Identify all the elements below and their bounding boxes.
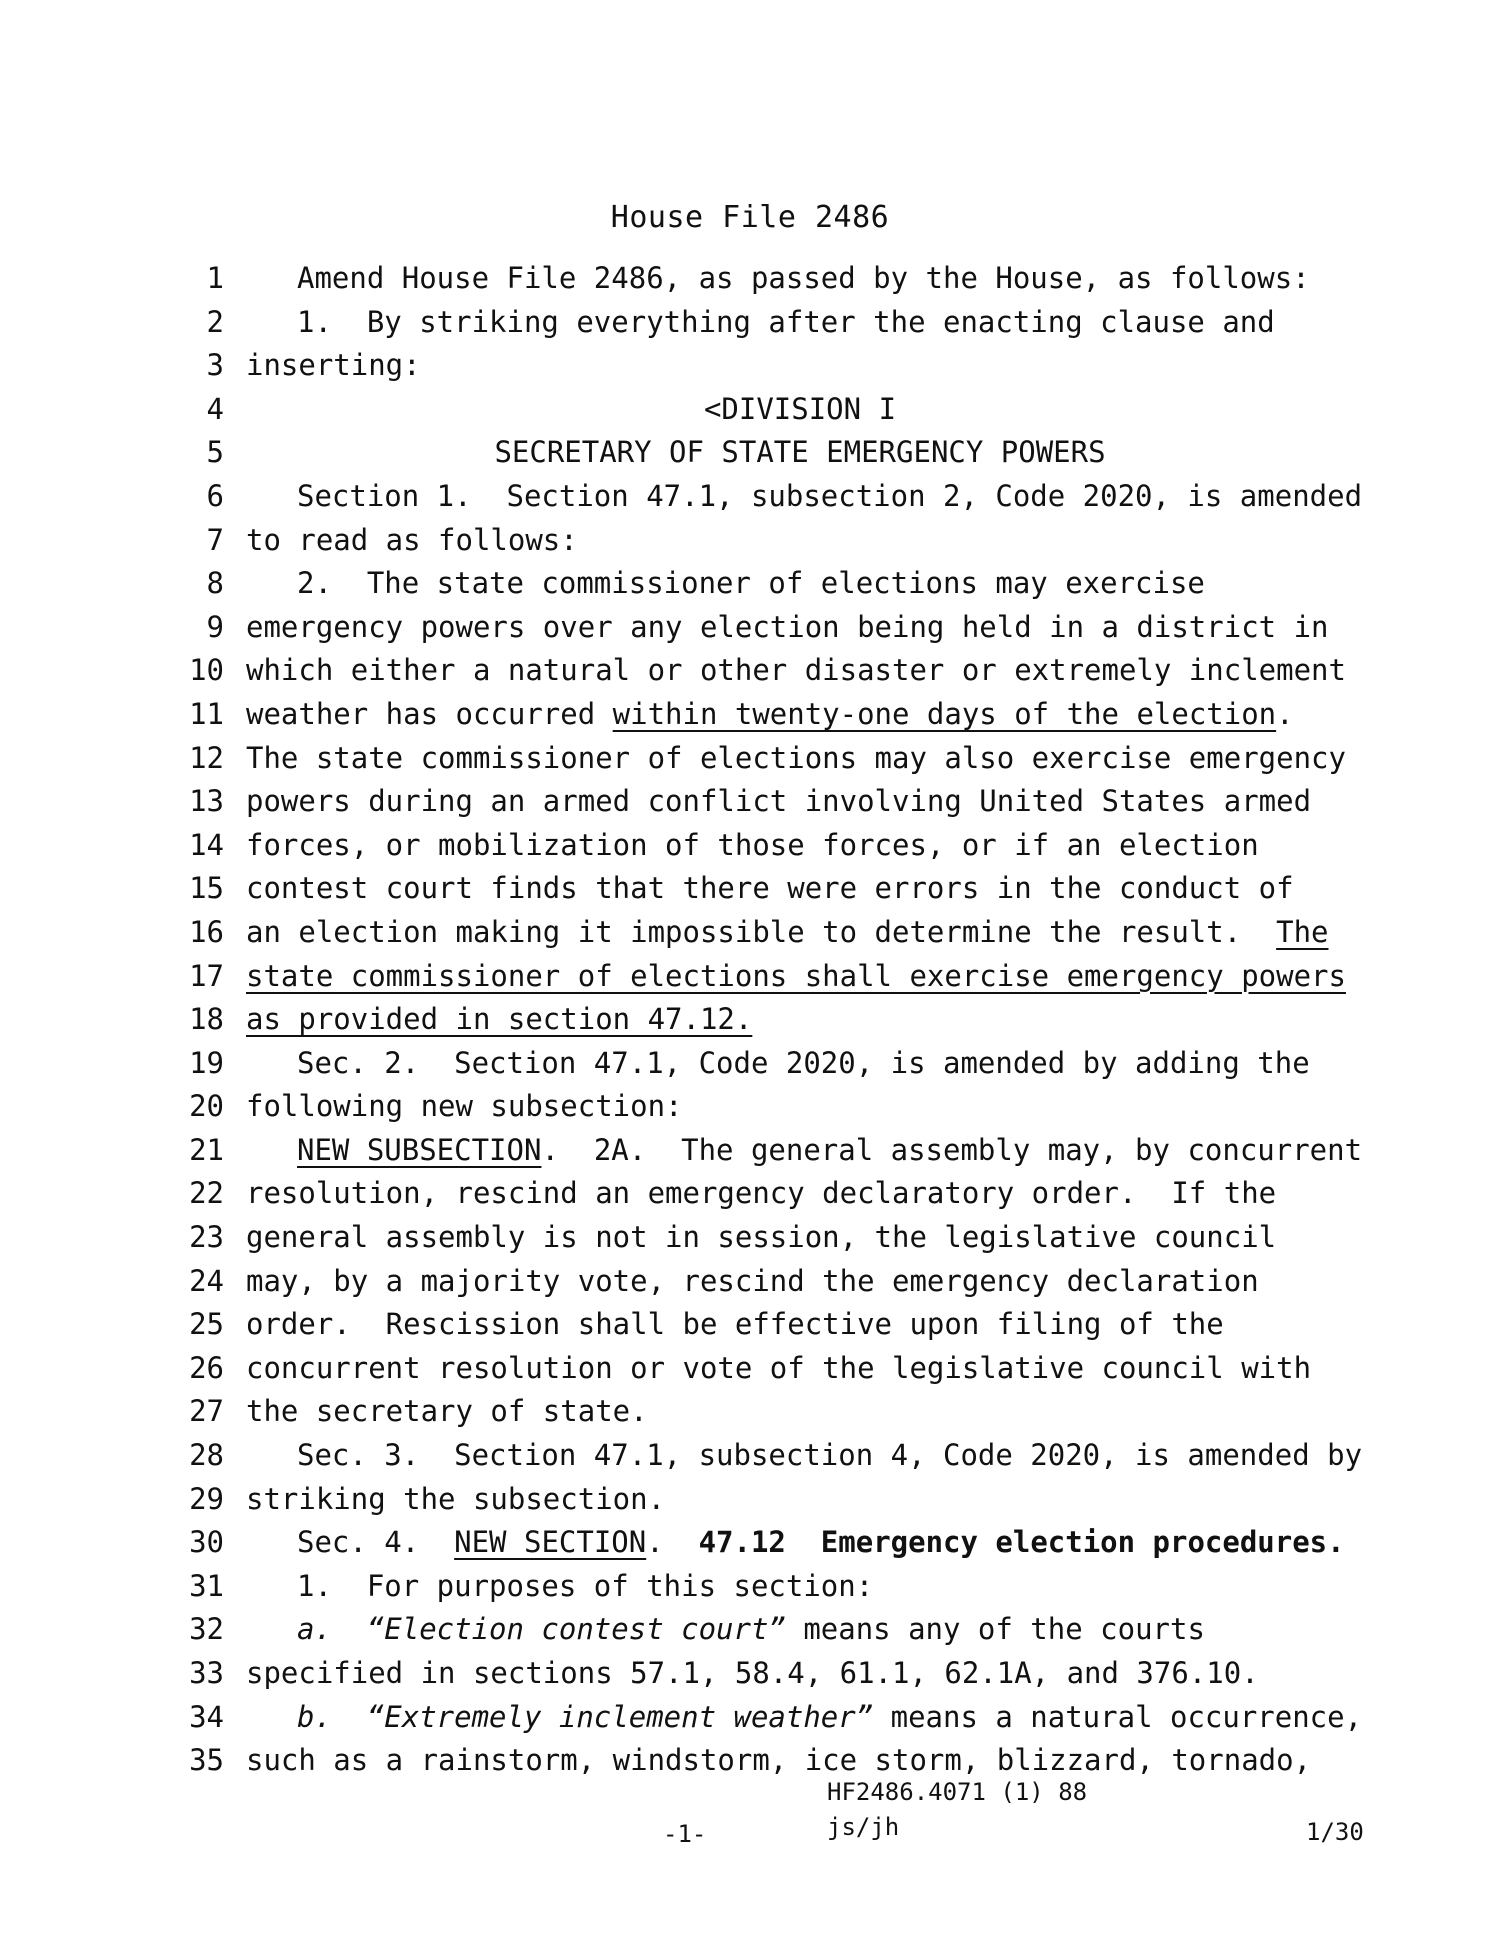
line-text xyxy=(246,1260,1259,1304)
text-line xyxy=(0,1652,1500,1696)
line-segment: such as a rainstorm, windstorm, ice storm, blizzard, tornado, xyxy=(246,1743,1312,1778)
text-line xyxy=(0,955,1500,999)
text-line xyxy=(0,1216,1500,1260)
line-text xyxy=(246,1478,665,1522)
line-text xyxy=(297,301,1275,345)
text-line xyxy=(0,737,1500,781)
line-number: 7 xyxy=(206,522,224,557)
line-text xyxy=(246,1303,1224,1347)
line-text xyxy=(297,257,1310,301)
line-number: 33 xyxy=(189,1656,224,1690)
line-number: 27 xyxy=(189,1394,224,1429)
line-segment: to read as follows: xyxy=(246,522,578,557)
line-number: 12 xyxy=(189,740,224,775)
text-line xyxy=(0,1347,1500,1391)
line-segment: following new subsection: xyxy=(246,1089,683,1124)
text-line xyxy=(0,606,1500,650)
line-segment: an election making it impossible to determine the result. xyxy=(246,914,1277,949)
text-line xyxy=(0,1129,1500,1173)
line-number: 15 xyxy=(189,871,224,906)
line-text xyxy=(297,1129,1362,1173)
line-text xyxy=(246,1172,1276,1216)
line-segment: order. Rescission shall be effective upon filing of the xyxy=(246,1307,1224,1342)
line-text xyxy=(0,388,1500,432)
line-text xyxy=(246,1739,1311,1783)
text-line xyxy=(0,649,1500,693)
line-number: 17 xyxy=(189,958,224,993)
line-text xyxy=(297,1565,873,1609)
line-number: 31 xyxy=(189,1568,224,1603)
line-segment: 2. The state commissioner of elections may exercise xyxy=(297,566,1205,601)
text-line xyxy=(0,780,1500,824)
line-number: 23 xyxy=(189,1220,224,1255)
line-text xyxy=(246,1085,683,1129)
line-text xyxy=(246,693,1294,737)
line-segment: the secretary of state. xyxy=(246,1394,648,1429)
line-segment: forces, or mobilization of those forces, or if an election xyxy=(246,827,1259,862)
line-text xyxy=(246,519,578,563)
line-segment: SECRETARY OF STATE EMERGENCY POWERS xyxy=(494,435,1106,470)
line-segment: 1. For purposes of this section: xyxy=(297,1568,874,1603)
text-line xyxy=(0,1696,1500,1740)
bill-text xyxy=(0,257,1500,1783)
line-text xyxy=(246,1390,648,1434)
line-number: 16 xyxy=(189,914,224,949)
text-line xyxy=(0,824,1500,868)
line-segment: general assembly is not in session, the legislative council xyxy=(246,1220,1277,1255)
text-line xyxy=(0,388,1500,432)
line-text xyxy=(246,1347,1311,1391)
line-text xyxy=(246,737,1346,781)
text-line xyxy=(0,1739,1500,1783)
line-segment: may, by a majority vote, rescind the emergency declaration xyxy=(246,1263,1259,1298)
text-line xyxy=(0,693,1500,737)
line-segment: The state commissioner of elections may also exercise emergency xyxy=(246,740,1346,775)
line-number: 4 xyxy=(206,391,224,426)
text-line xyxy=(0,1521,1500,1565)
line-segment: as provided in section 47.12. xyxy=(246,1002,753,1037)
line-segment: powers during an armed conflict involving United States armed xyxy=(246,784,1312,819)
document-title: House File 2486 xyxy=(610,200,890,235)
line-text xyxy=(297,1042,1310,1086)
line-segment: weather has occurred xyxy=(246,696,613,731)
text-line xyxy=(0,911,1500,955)
text-line xyxy=(0,998,1500,1042)
line-number: 35 xyxy=(189,1743,224,1778)
line-segment: Sec. 4. xyxy=(297,1525,455,1560)
text-line xyxy=(0,519,1500,563)
footer-page-marker: -1- xyxy=(663,1820,707,1848)
line-text xyxy=(246,780,1311,824)
line-segment: inserting: xyxy=(246,348,421,383)
line-text xyxy=(297,1608,1205,1652)
line-text xyxy=(246,955,1346,999)
line-segment: b. “Extremely inclement weather” xyxy=(297,1699,874,1734)
text-line xyxy=(0,344,1500,388)
line-text xyxy=(246,649,1346,693)
line-number: 8 xyxy=(206,566,224,601)
line-text xyxy=(246,867,1294,911)
line-number: 30 xyxy=(189,1525,224,1560)
line-number: 34 xyxy=(189,1699,224,1734)
line-segment: Sec. 3. Section 47.1, subsection 4, Code 2020, is amended by xyxy=(297,1438,1363,1473)
text-line xyxy=(0,431,1500,475)
text-line xyxy=(0,1303,1500,1347)
text-line xyxy=(0,1042,1500,1086)
line-segment: The xyxy=(1276,914,1329,949)
line-segment: emergency powers over any election being held in a district in xyxy=(246,609,1329,644)
line-segment: Section 1. Section 47.1, subsection 2, Code 2020, is amended xyxy=(297,478,1363,513)
line-segment: . 2A. The general assembly may, by concurrent xyxy=(541,1132,1363,1167)
line-number: 19 xyxy=(189,1045,224,1080)
line-segment: concurrent resolution or vote of the legislative council with xyxy=(246,1350,1312,1385)
line-number: 32 xyxy=(189,1612,224,1647)
text-line xyxy=(0,1565,1500,1609)
text-line xyxy=(0,1085,1500,1129)
line-number: 26 xyxy=(189,1350,224,1385)
line-number: 22 xyxy=(189,1176,224,1211)
line-number: 25 xyxy=(189,1307,224,1342)
line-segment: 47.12 Emergency election procedures. xyxy=(698,1525,1345,1560)
footer-document-code: HF2486.4071 (1) 88 xyxy=(827,1778,1088,1806)
line-segment: NEW SUBSECTION xyxy=(297,1132,542,1167)
line-text xyxy=(246,911,1329,955)
line-segment: striking the subsection. xyxy=(246,1481,666,1516)
line-segment: means a natural occurrence, xyxy=(873,1699,1363,1734)
text-line xyxy=(0,257,1500,301)
line-segment: which either a natural or other disaster or extremely inclement xyxy=(246,653,1346,688)
line-number: 20 xyxy=(189,1089,224,1124)
line-segment: specified in sections 57.1, 58.4, 61.1, 62.1A, and 376.10. xyxy=(246,1656,1259,1690)
line-segment: Sec. 2. Section 47.1, Code 2020, is amended by adding the xyxy=(297,1045,1310,1080)
line-segment: resolution, rescind an emergency declaratory order. If the xyxy=(246,1176,1277,1211)
line-number: 21 xyxy=(189,1132,224,1167)
line-segment: . xyxy=(646,1525,699,1560)
line-text xyxy=(297,1696,1362,1740)
line-segment: contest court finds that there were errors in the conduct of xyxy=(246,871,1294,906)
line-segment: NEW SECTION xyxy=(454,1525,647,1560)
line-text xyxy=(297,562,1205,606)
text-line xyxy=(0,1172,1500,1216)
line-number: 9 xyxy=(206,609,224,644)
text-line xyxy=(0,867,1500,911)
line-segment: within twenty-one days of the election xyxy=(612,696,1277,731)
text-line xyxy=(0,1260,1500,1304)
footer-initials: js/jh xyxy=(827,1813,900,1841)
text-line xyxy=(0,1434,1500,1478)
line-number: 5 xyxy=(206,435,224,470)
line-text xyxy=(246,344,421,388)
line-text xyxy=(246,998,752,1042)
line-number: 6 xyxy=(206,478,224,513)
line-number: 1 xyxy=(206,261,224,295)
text-line xyxy=(0,1390,1500,1434)
line-segment: 1. By striking everything after the enacting clause and xyxy=(297,304,1275,339)
text-line xyxy=(0,1608,1500,1652)
line-number: 18 xyxy=(189,1002,224,1037)
line-number: 3 xyxy=(206,348,224,383)
line-text xyxy=(246,824,1259,868)
line-segment: a. “Election contest court” xyxy=(297,1612,786,1647)
line-segment: <DIVISION I xyxy=(703,391,897,426)
line-number: 11 xyxy=(189,696,224,731)
line-text xyxy=(246,606,1329,650)
line-segment: Amend House File 2486, as passed by the House, as follows: xyxy=(297,261,1310,295)
line-number: 28 xyxy=(189,1438,224,1473)
line-number: 2 xyxy=(206,304,224,339)
line-text xyxy=(246,1652,1259,1696)
line-text xyxy=(297,1434,1362,1478)
line-segment: state commissioner of elections shall exercise emergency powers xyxy=(246,958,1346,993)
line-text xyxy=(0,431,1500,475)
text-line xyxy=(0,1478,1500,1522)
line-text xyxy=(297,1521,1345,1565)
footer-page-count: 1/30 xyxy=(1306,1818,1364,1846)
text-line xyxy=(0,301,1500,345)
line-number: 10 xyxy=(189,653,224,688)
line-number: 14 xyxy=(189,827,224,862)
line-text xyxy=(297,475,1362,519)
line-text xyxy=(246,1216,1276,1260)
text-line xyxy=(0,475,1500,519)
line-number: 13 xyxy=(189,784,224,819)
line-number: 29 xyxy=(189,1481,224,1516)
text-line xyxy=(0,562,1500,606)
line-segment: means any of the courts xyxy=(785,1612,1205,1647)
line-segment: . xyxy=(1276,696,1294,731)
line-number: 24 xyxy=(189,1263,224,1298)
